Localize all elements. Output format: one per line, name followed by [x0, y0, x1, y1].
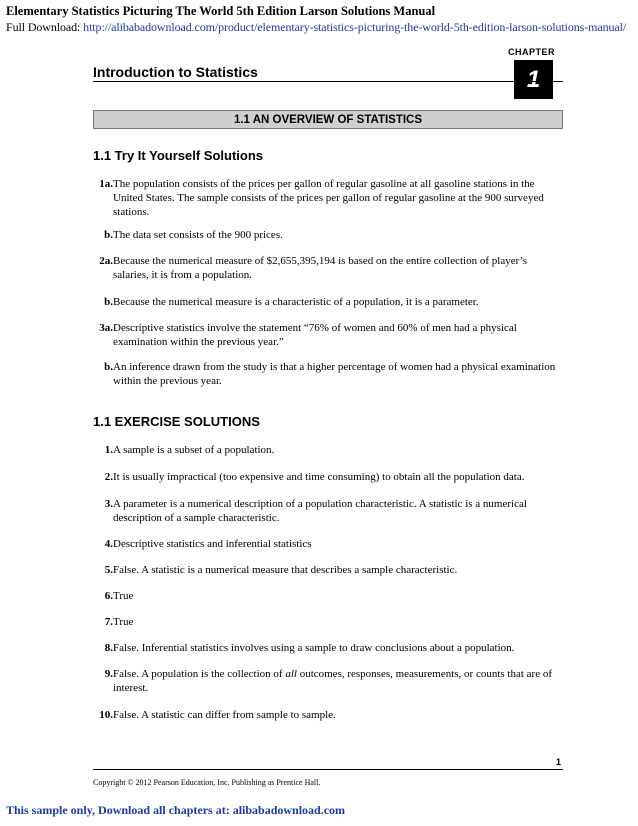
item-number: 3a. — [99, 322, 113, 334]
exercise-item — [93, 641, 563, 655]
chapter-title: Introduction to Statistics — [93, 64, 258, 80]
chapter-number-badge: 1 — [514, 60, 553, 99]
item-text: False. Inferential statistics involves using a sample to draw conclusions about a population. — [113, 642, 515, 654]
item-number: 3. — [104, 498, 113, 510]
exercise-item — [93, 589, 563, 603]
try-it-item — [93, 321, 563, 349]
item-number: 2. — [104, 471, 113, 483]
item-number: 1. — [104, 444, 113, 456]
exercise-item — [93, 708, 563, 722]
try-it-item — [93, 228, 563, 242]
item-number: 6. — [104, 590, 113, 602]
item-text — [113, 667, 563, 695]
item-number: 1a. — [99, 178, 113, 190]
title-rule — [93, 81, 563, 82]
item-text-start: False. A population is the collection of — [113, 668, 286, 680]
try-it-heading: 1.1 Try It Yourself Solutions — [93, 148, 264, 163]
item-number: b. — [104, 361, 113, 373]
exercise-item — [93, 563, 563, 577]
item-text: An inference drawn from the study is that a higher percentage of women had a physical examination within the previous year. — [113, 361, 556, 387]
chapter-label: CHAPTER — [508, 47, 556, 57]
item-number: b. — [104, 229, 113, 241]
exercise-item — [93, 497, 563, 525]
item-text: Because the numerical measure is a characteristic of a population, it is a parameter. — [113, 296, 479, 308]
download-line — [6, 20, 626, 35]
item-text: Descriptive statistics and inferential statistics — [113, 538, 312, 550]
item-text: The population consists of the prices per gallon of regular gasoline at all gasoline stations in the United States. The sample consists of the prices per gallon of regular gasoline at the 900 surveyed stations. — [113, 178, 544, 218]
item-number: 10. — [99, 709, 113, 721]
try-it-item — [93, 254, 563, 282]
try-it-item — [93, 295, 563, 309]
banner-title: Elementary Statistics Picturing The World 5th Edition Larson Solutions Manual — [6, 4, 436, 18]
try-it-item — [93, 360, 563, 388]
download-link[interactable]: http://alibabadownload.com/product/elementary-statistics-picturing-the-world-5th-edition-larson-solutions-manual/ — [83, 20, 627, 34]
exercise-item — [93, 470, 563, 484]
item-text: A parameter is a numerical description of a population characteristic. A statistic is a numerical description of a sample characteristic. — [113, 498, 527, 524]
exercise-item — [93, 615, 563, 629]
item-number: 7. — [104, 616, 113, 628]
item-number: 9. — [104, 668, 113, 680]
item-text: False. A statistic can differ from sample to sample. — [113, 709, 336, 721]
item-text: The data set consists of the 900 prices. — [113, 229, 283, 241]
item-text: A sample is a subset of a population. — [113, 444, 275, 456]
section-title: 1.1 AN OVERVIEW OF STATISTICS — [233, 113, 423, 126]
item-text-emphasis: all — [285, 668, 297, 680]
copyright-notice: Copyright © 2012 Pearson Education, Inc. Publishing as Prentice Hall. — [93, 778, 321, 787]
item-text: True — [113, 616, 134, 628]
page-number: 1 — [556, 757, 562, 767]
item-text: True — [113, 590, 134, 602]
item-text: Descriptive statistics involve the statement “76% of women and 60% of men had a physical examination within the previous year.” — [113, 322, 517, 348]
download-promo-link[interactable]: This sample only, Download all chapters at: alibabadownload.com — [6, 803, 346, 817]
item-number: 5. — [104, 564, 113, 576]
item-text: Because the numerical measure of $2,655,395,194 is based on the entire collection of player’s salaries, it is from a population. — [113, 255, 527, 281]
item-text: False. A statistic is a numerical measure that describes a sample characteristic. — [113, 564, 458, 576]
download-label: Full Download: — [6, 20, 84, 34]
try-it-item — [93, 177, 563, 219]
exercise-item — [93, 537, 563, 551]
exercise-heading: 1.1 EXERCISE SOLUTIONS — [93, 414, 260, 429]
item-number: 2a. — [99, 255, 113, 267]
footer-rule — [93, 769, 563, 770]
item-number: 8. — [104, 642, 113, 654]
item-number: 4. — [104, 538, 113, 550]
item-number: b. — [104, 296, 113, 308]
section-title-bar — [93, 110, 563, 129]
item-text: It is usually impractical (too expensive and time consuming) to obtain all the population data. — [113, 471, 525, 483]
exercise-item — [93, 667, 563, 695]
item-text-end: outcomes, responses, measurements, or counts that are of interest. — [113, 668, 553, 694]
exercise-item — [93, 443, 563, 457]
